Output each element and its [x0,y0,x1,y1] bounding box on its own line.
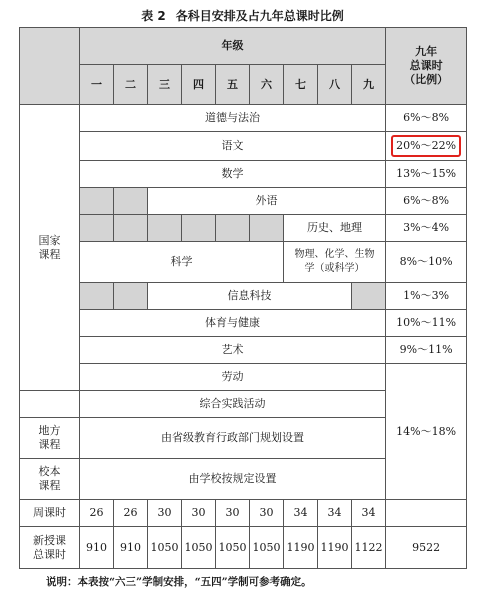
shaded-cell [250,215,284,242]
subject-science: 科学 [80,242,284,283]
science-sub-line: 学（或科学） [304,263,365,274]
ratio-foreign-language: 6%～8% [386,188,467,215]
corner-header-cell [20,28,80,105]
ratio-morality: 6%～8% [386,105,467,132]
total-hours-cell: 910 [114,527,148,569]
total-hours-sum: 9522 [386,527,467,569]
ratio-header [386,28,467,105]
ratio-art: 9%～11% [386,337,467,364]
grade-1-header: 一 [80,65,114,105]
grade-2-header: 二 [114,65,148,105]
total-hours-cell: 1050 [148,527,182,569]
grade-7-header: 七 [284,65,318,105]
weekly-hours-cell: 34 [352,500,386,527]
curriculum-table [19,27,467,569]
total-label-line: 新授课 [33,533,66,547]
shaded-cell [80,215,114,242]
ratio-header-line: （比例） [404,73,449,86]
ratio-chinese-cell [386,132,467,161]
subject-art: 艺术 [80,337,386,364]
shaded-cell [114,188,148,215]
shaded-cell [114,283,148,310]
grade-9-header: 九 [352,65,386,105]
ratio-pe-health: 10%～11% [386,310,467,337]
local-curriculum-content: 由省级教育行政部门规划设置 [80,418,386,459]
school-curriculum-label [20,459,80,500]
grade-header: 年级 [80,28,386,65]
ratio-math: 13%～15% [386,161,467,188]
science-sub-line: 物理、化学、生物 [294,249,375,260]
shaded-cell [352,283,386,310]
shaded-cell [216,215,250,242]
subject-morality: 道德与法治 [80,105,386,132]
shaded-cell [114,215,148,242]
ratio-chinese-highlight: 20%～22% [391,135,461,157]
total-hours-cell: 910 [80,527,114,569]
weekly-hours-label: 周课时 [20,500,80,527]
group-label-blank [20,391,80,418]
subject-history-geography: 历史、地理 [284,215,386,242]
grade-3-header: 三 [148,65,182,105]
ratio-science: 8%～10% [386,242,467,283]
weekly-hours-cell: 30 [250,500,284,527]
weekly-hours-cell: 30 [216,500,250,527]
group-label-line: 校本 [38,465,61,478]
grade-4-header: 四 [182,65,216,105]
shaded-cell [148,215,182,242]
total-hours-cell: 1050 [182,527,216,569]
table-caption: 各科目安排及占九年总课时比例 [175,9,344,23]
subject-comprehensive-practice: 综合实践活动 [80,391,386,418]
group-label-line: 课程 [38,479,61,492]
subject-information-technology: 信息科技 [148,283,352,310]
weekly-hours-ratio-empty [386,500,467,527]
ratio-information-technology: 1%～3% [386,283,467,310]
grade-8-header: 八 [318,65,352,105]
subject-math: 数学 [80,161,386,188]
grade-5-header: 五 [216,65,250,105]
table-number: 表 2 [141,9,166,23]
subject-labor: 劳动 [80,364,386,391]
grade-6-header: 六 [250,65,284,105]
group-label-line: 课程 [38,247,61,261]
national-curriculum-label [20,105,80,391]
shaded-cell [182,215,216,242]
total-hours-cell: 1122 [352,527,386,569]
ratio-history-geography: 3%～4% [386,215,467,242]
total-label-line: 总课时 [33,547,66,561]
ratio-header-line: 九年 [415,45,438,58]
total-hours-label [20,527,80,569]
local-curriculum-label [20,418,80,459]
subject-chinese: 语文 [80,132,386,161]
table-footnote: 说明：本表按“六三”学制安排，“五四”学制可参考确定。 [46,576,312,588]
group-label-line: 课程 [38,438,61,451]
total-hours-cell: 1050 [216,527,250,569]
weekly-hours-cell: 30 [148,500,182,527]
subject-foreign-language: 外语 [148,188,386,215]
ratio-header-line: 总课时 [409,59,443,72]
weekly-hours-cell: 34 [318,500,352,527]
weekly-hours-cell: 34 [284,500,318,527]
total-hours-cell: 1190 [284,527,318,569]
weekly-hours-cell: 26 [114,500,148,527]
ratio-shared: 14%～18% [386,364,467,500]
weekly-hours-cell: 26 [80,500,114,527]
weekly-hours-cell: 30 [182,500,216,527]
total-hours-cell: 1050 [250,527,284,569]
subject-pe-health: 体育与健康 [80,310,386,337]
group-label-line: 地方 [38,424,61,437]
school-curriculum-content: 由学校按规定设置 [80,459,386,500]
group-label-line: 国家 [38,233,61,247]
shaded-cell [80,283,114,310]
shaded-cell [80,188,114,215]
subject-physics-chemistry-biology [284,242,386,283]
total-hours-cell: 1190 [318,527,352,569]
table-title [0,7,485,24]
